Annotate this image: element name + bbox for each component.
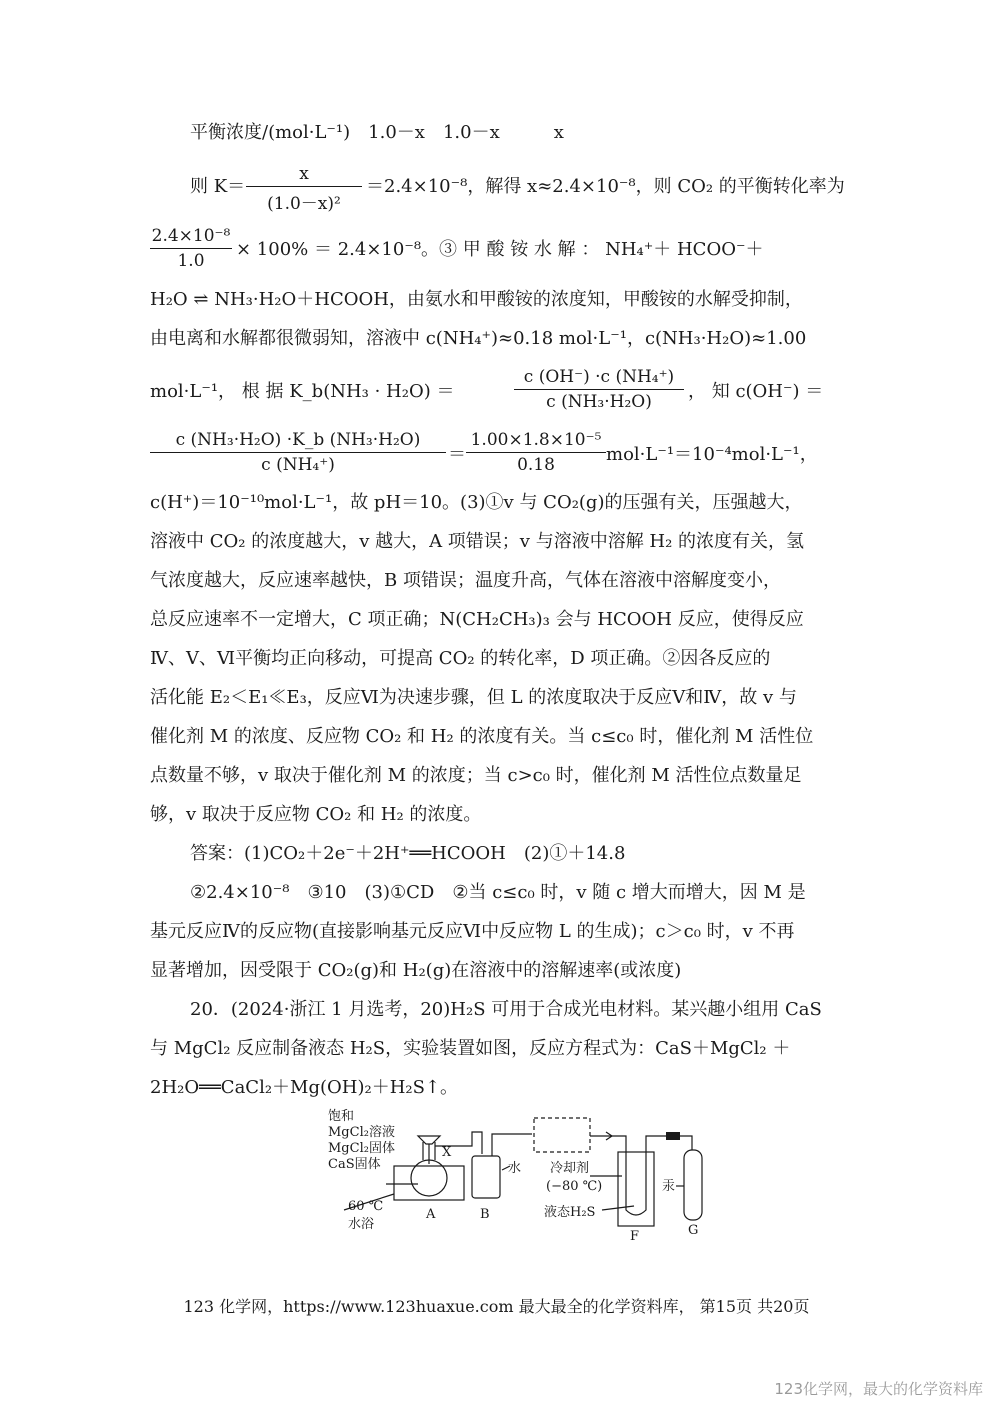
text-line-1: 平衡浓度/(mol·L⁻¹) 1.0－x 1.0－x x [190,122,564,143]
label-f: F [630,1229,640,1244]
label-temp: 60 ℃ [348,1199,384,1214]
label-g: G [688,1223,699,1238]
kb-denominator: c (NH₃·H₂O) [546,392,652,412]
text-line-2-rest: ＝2.4×10⁻⁸，解得 x≈2.4×10⁻⁸，则 CO₂ 的平衡转化率为 [366,176,845,197]
wash-bottle [472,1156,500,1198]
label-bath: 水浴 [348,1217,375,1232]
conversion-fraction [150,226,232,271]
label-saturated: 饱和 [328,1109,355,1124]
text-line-15: 点数量不够，v 取决于催化剂 M 的浓度；当 c>c₀ 时，催化剂 M 活性位点数量足 [150,765,802,786]
page-footer: 123 化学网，https://www.123huaxue.com 最大最全的化学资料库， 第15页 共20页 [183,1297,810,1316]
k-equals-label: 则 K＝ [190,176,246,197]
text-line-13: 活化能 E₂＜E₁≪E₃，反应Ⅵ为决速步骤，但 L 的浓度取决于反应Ⅴ和Ⅳ，故 v 与 [150,687,797,708]
text-line-12: Ⅳ、Ⅴ、Ⅵ平衡均正向移动，可提高 CO₂ 的转化率，D 项正确。②因各反应的 [150,648,771,669]
label-mercury: 汞 [662,1179,676,1194]
text-line-9: 溶液中 CO₂ 的浓度越大，v 越大，A 项错误；v 与溶液中溶解 H₂ 的浓度有关，氢 [150,531,805,552]
conversion-denominator: 1.0 [177,251,205,271]
mercury-tube [684,1150,702,1220]
answer-line-2: ②2.4×10⁻⁸ ③10 (3)①CD ②当 c≤c₀ 时，v 随 c 增大而增大，因 M 是 [190,882,806,903]
oh-denominator: c (NH₄⁺) [261,455,335,475]
label-x: X [442,1145,452,1160]
label-cas-solid: CaS固体 [328,1157,381,1172]
text-line-10: 气浓度越大，反应速率越快，B 项错误；温度升高，气体在溶液中溶解度变小， [150,570,781,591]
oh-numerator: c (NH₃·H₂O) ·K_b (NH₃·H₂O) [175,430,421,450]
text-line-8: c(H⁺)＝10⁻¹⁰mol·L⁻¹，故 pH＝10。(3)①v 与 CO₂(g)的压强有关，压强越大， [150,492,803,513]
conversion-numerator: 2.4×10⁻⁸ [151,226,231,246]
u-tube [626,1152,646,1215]
answer-line-3: 基元反应Ⅳ的反应物(直接影响基元反应Ⅵ中反应物 L 的生成)；c＞c₀ 时，v 不再 [150,921,795,942]
label-mgcl2-solid: MgCl₂固体 [328,1141,395,1156]
label-coolant: 冷却剂 [550,1161,590,1176]
text-line-7-post: mol·L⁻¹＝10⁻⁴mol·L⁻¹， [606,444,818,465]
text-line-6-post: ， 知 c(OH⁻) ＝ [688,381,824,402]
k-fraction [246,164,362,214]
watermark: 123化学网，最大的化学资料库 [774,1380,983,1398]
equals-sign: ＝ [448,444,466,465]
water-bath [394,1166,464,1200]
oh-fraction [150,430,446,475]
kb-fraction [514,367,684,412]
label-mgcl2-solution: MgCl₂溶液 [328,1125,395,1140]
dropping-funnel [418,1136,440,1144]
kb-numerator: c (OH⁻) ·c (NH₄⁺) [523,367,675,387]
k-fraction-denominator: (1.0－x)² [267,194,341,214]
label-coolant-temp: (−80 ℃) [546,1179,603,1194]
numeric-fraction [466,430,606,475]
text-line-11: 总反应速率不一定增大，C 项正确；N(CH₂CH₃)₃ 会与 HCOOH 反应，使得反应 [150,609,804,630]
question-20-line-1: 20．(2024·浙江 1 月选考，20)H₂S 可用于合成光电材料。某兴趣小组用 CaS [190,999,822,1020]
numeric-numerator: 1.00×1.8×10⁻⁵ [470,430,602,450]
text-line-5: 由电离和水解都很微弱知，溶液中 c(NH₄⁺)≈0.18 mol·L⁻¹，c(NH₃·H₂O)≈1.00 [150,328,807,349]
label-liquid-h2s: 液态H₂S [544,1205,596,1220]
label-b: B [480,1207,490,1222]
numeric-denominator: 0.18 [517,455,555,475]
text-line-14: 催化剂 M 的浓度、反应物 CO₂ 和 H₂ 的浓度有关。当 c≤c₀ 时，催化剂 M 活性位 [150,726,814,747]
text-line-16: 够，v 取决于反应物 CO₂ 和 H₂ 的浓度。 [150,804,482,825]
question-20-line-2: 与 MgCl₂ 反应制备液态 H₂S，实验装置如图，反应方程式为：CaS＋MgCl₂ ＋ [150,1038,791,1059]
text-line-4: H₂O ⇌ NH₃·H₂O＋HCOOH，由氨水和甲酸铵的浓度知，甲酸铵的水解受抑制， [150,289,803,310]
label-water: 水 [508,1161,522,1176]
dashed-box [534,1118,590,1152]
answer-line-1: 答案：(1)CO₂＋2e⁻＋2H⁺══HCOOH (2)①＋14.8 [190,843,626,864]
label-a: A [426,1207,436,1222]
answer-line-4: 显著增加，因受限于 CO₂(g)和 H₂(g)在溶液中的溶解速率(或浓度) [150,960,682,981]
question-20-line-3: 2H₂O══CaCl₂＋Mg(OH)₂＋H₂S↑。 [150,1077,459,1098]
text-line-3-rest: × 100% ＝ 2.4×10⁻⁸。③ 甲 酸 铵 水 解 ： NH₄⁺＋ HCOO⁻＋ [236,239,764,260]
apparatus-figure [322,1106,714,1246]
k-fraction-numerator: x [299,164,309,184]
text-line-6-pre: mol·L⁻¹， 根 据 K_b(NH₃ · H₂O) ＝ [150,381,455,402]
